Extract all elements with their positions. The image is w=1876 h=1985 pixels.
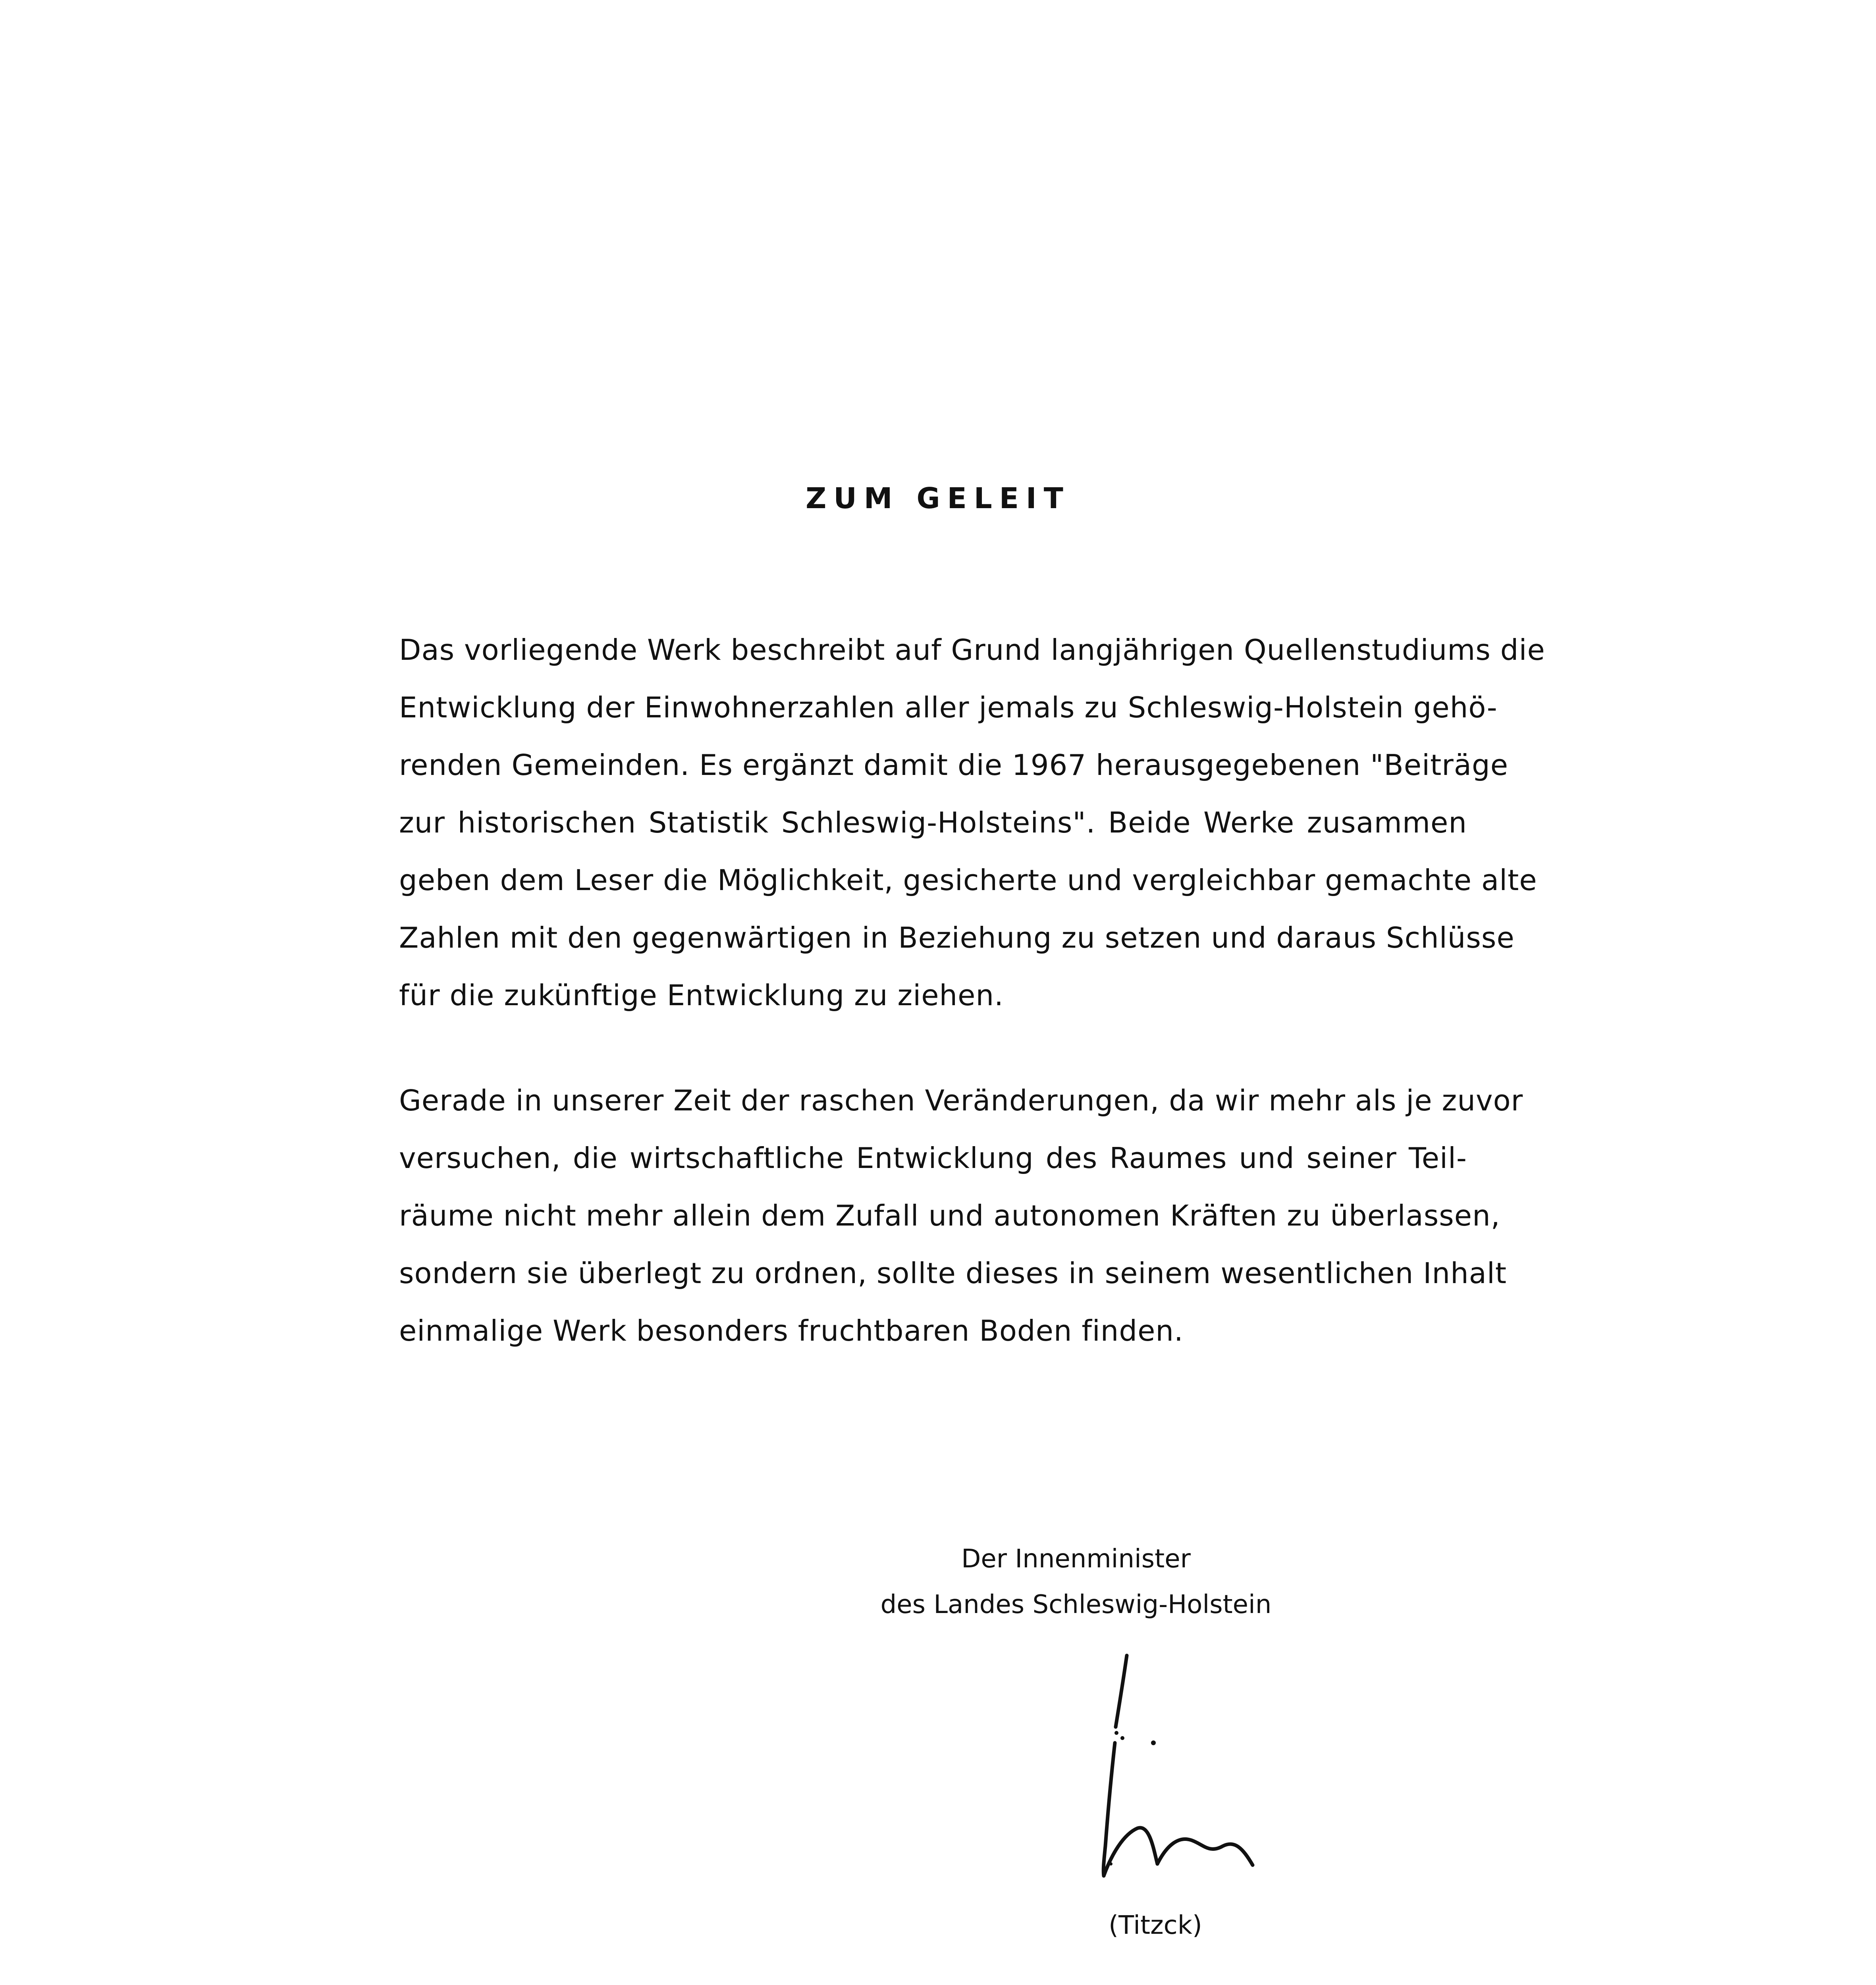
paragraph-1-line: zur historischen Statistik Schleswig-Holsteins". Beide Werke zusammen xyxy=(399,806,1467,839)
paragraph-1-line: Entwicklung der Einwohnerzahlen aller jemals zu Schleswig-Holstein gehö- xyxy=(399,691,1498,724)
page-title: ZUM GELEIT xyxy=(806,482,1070,515)
signatory-role xyxy=(873,1536,1278,1628)
handwritten-signature-icon xyxy=(1072,1648,1278,1894)
signatory-role-line: Der Innenminister xyxy=(961,1544,1191,1574)
paragraph-2-line: versuchen, die wirtschaftliche Entwicklung des Raumes und seiner Teil- xyxy=(399,1141,1467,1175)
paragraph-1-line: Das vorliegende Werk beschreibt auf Grund langjährigen Quellenstudiums die xyxy=(399,633,1545,667)
signatory-name: (Titzck) xyxy=(1109,1911,1202,1940)
paragraph-2-line: Gerade in unserer Zeit der raschen Veränderungen, da wir mehr als je zuvor xyxy=(399,1084,1523,1117)
paragraph-1 xyxy=(399,621,1545,1024)
paragraph-1-line: für die zukünftige Entwicklung zu ziehen. xyxy=(399,979,1004,1012)
paragraph-2 xyxy=(399,1072,1523,1360)
paragraph-2-line: einmalige Werk besonders fruchtbaren Boden finden. xyxy=(399,1314,1184,1347)
paragraph-1-line: geben dem Leser die Möglichkeit, gesicherte und vergleichbar gemachte alte xyxy=(399,863,1537,897)
paragraph-2-line: räume nicht mehr allein dem Zufall und autonomen Kräften zu überlassen, xyxy=(399,1199,1500,1232)
paragraph-1-line: Zahlen mit den gegenwärtigen in Beziehung zu setzen und daraus Schlüsse xyxy=(399,921,1515,954)
paragraph-2-line: sondern sie überlegt zu ordnen, sollte dieses in seinem wesentlichen Inhalt xyxy=(399,1257,1507,1290)
signatory-role-line: des Landes Schleswig-Holstein xyxy=(880,1590,1272,1619)
paragraph-1-line: renden Gemeinden. Es ergänzt damit die 1967 herausgegebenen "Beiträge xyxy=(399,748,1509,782)
